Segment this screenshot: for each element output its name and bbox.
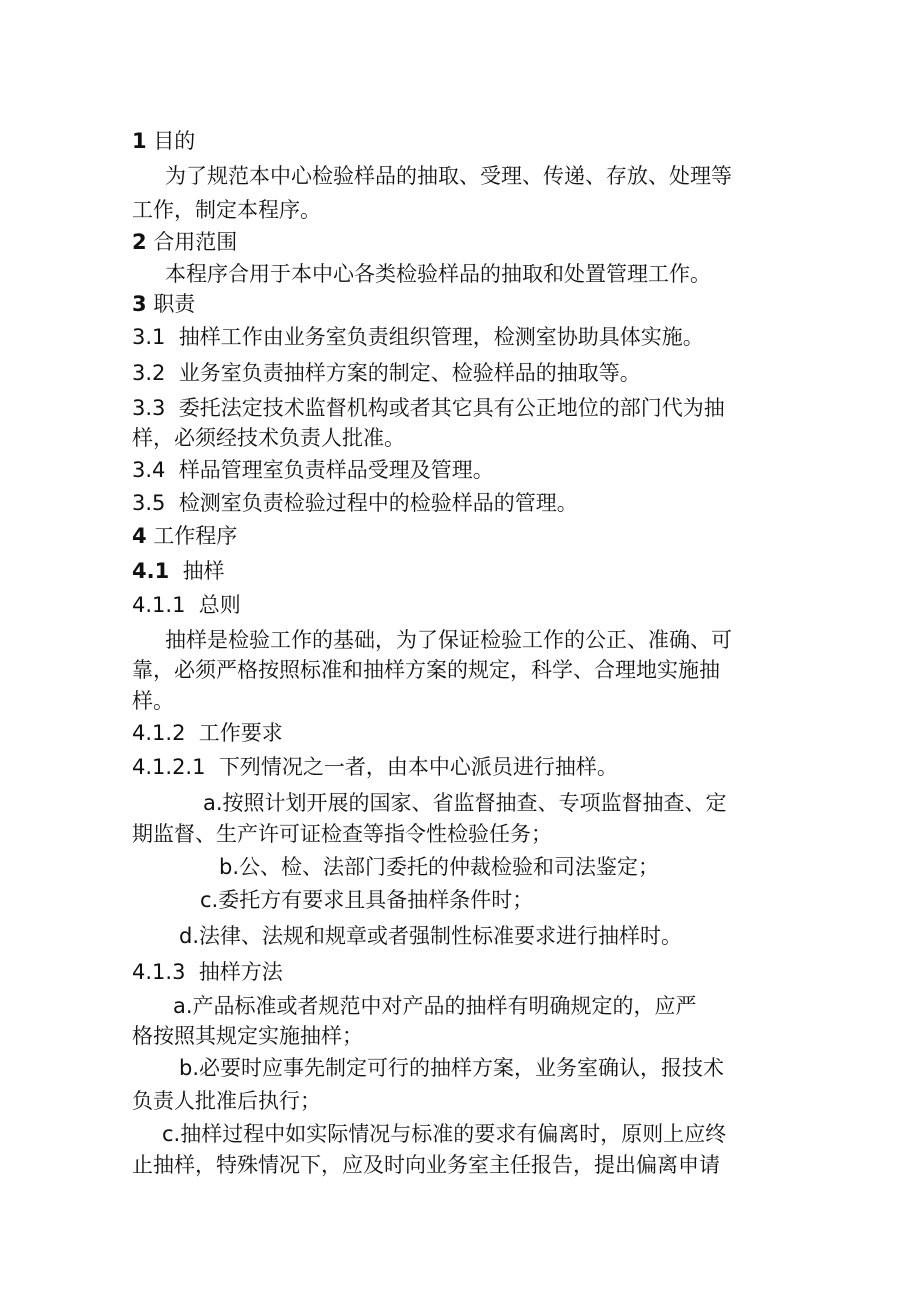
method-item: c.抽样过程中如实际情况与标准的要求有偏离时，原则上应终 — [162, 1122, 727, 1146]
duty-item: 3.5 检测室负责检验过程中的检验样品的管理。 — [132, 491, 578, 515]
duty-item: 3.3 委托法定技术监督机构或者其它具有公正地位的部门代为抽 — [132, 396, 725, 420]
section-4-1-2-heading: 4.1.2 工作要求 — [132, 721, 283, 745]
paragraph-line: 工作，制定本程序。 — [132, 198, 321, 222]
duty-item-continued: 样，必须经技术负责人批准。 — [132, 426, 405, 450]
case-item-continued: 期监督、生产许可证检查等指令性检验任务； — [132, 822, 552, 846]
section-2-heading: 2 合用范围 — [132, 230, 238, 254]
section-1-heading: 1 目的 — [132, 129, 196, 153]
paragraph-line: 靠，必须严格按照标准和抽样方案的规定，科学、合理地实施抽 — [132, 658, 720, 682]
duty-item: 3.2 业务室负责抽样方案的制定、检验样品的抽取等。 — [132, 361, 641, 385]
section-4-1-3-heading: 4.1.3 抽样方法 — [132, 960, 283, 984]
duty-item: 3.4 样品管理室负责样品受理及管理。 — [132, 458, 494, 482]
case-item: b.公、检、法部门委托的仲裁检验和司法鉴定； — [219, 855, 660, 879]
paragraph-line: 本程序合用于本中心各类检验样品的抽取和处置管理工作。 — [165, 262, 711, 286]
paragraph-line: 样。 — [132, 689, 174, 713]
case-item: d.法律、法规和规章或者强制性标准要求进行抽样时。 — [179, 924, 683, 948]
section-4-1-heading: 4.1 抽样 — [132, 559, 225, 583]
section-4-1-2-1-heading: 4.1.2.1 下列情况之一者，由本中心派员进行抽样。 — [132, 755, 618, 779]
paragraph-line: 抽样是检验工作的基础，为了保证检验工作的公正、准确、可 — [165, 628, 732, 652]
method-item: b.必要时应事先制定可行的抽样方案，业务室确认，报技术 — [179, 1056, 725, 1080]
case-item: c.委托方有要求且具备抽样条件时； — [200, 888, 534, 912]
method-item: a.产品标准或者规范中对产品的抽样有明确规定的，应严 — [173, 994, 697, 1018]
method-item-continued: 格按照其规定实施抽样； — [132, 1024, 363, 1048]
method-item-continued: 负责人批准后执行； — [132, 1089, 321, 1113]
paragraph-line: 为了规范本中心检验样品的抽取、受理、传递、存放、处理等 — [165, 164, 732, 188]
method-item-continued: 止抽样，特殊情况下，应及时向业务室主任报告，提出偏离申请 — [132, 1153, 720, 1177]
case-item: a.按照计划开展的国家、省监督抽查、专项监督抽查、定 — [203, 791, 727, 815]
section-3-heading: 3 职责 — [132, 292, 196, 316]
duty-item: 3.1 抽样工作由业务室负责组织管理，检测室协助具体实施。 — [132, 325, 704, 349]
section-4-heading: 4 工作程序 — [132, 524, 238, 548]
section-4-1-1-heading: 4.1.1 总则 — [132, 593, 241, 617]
